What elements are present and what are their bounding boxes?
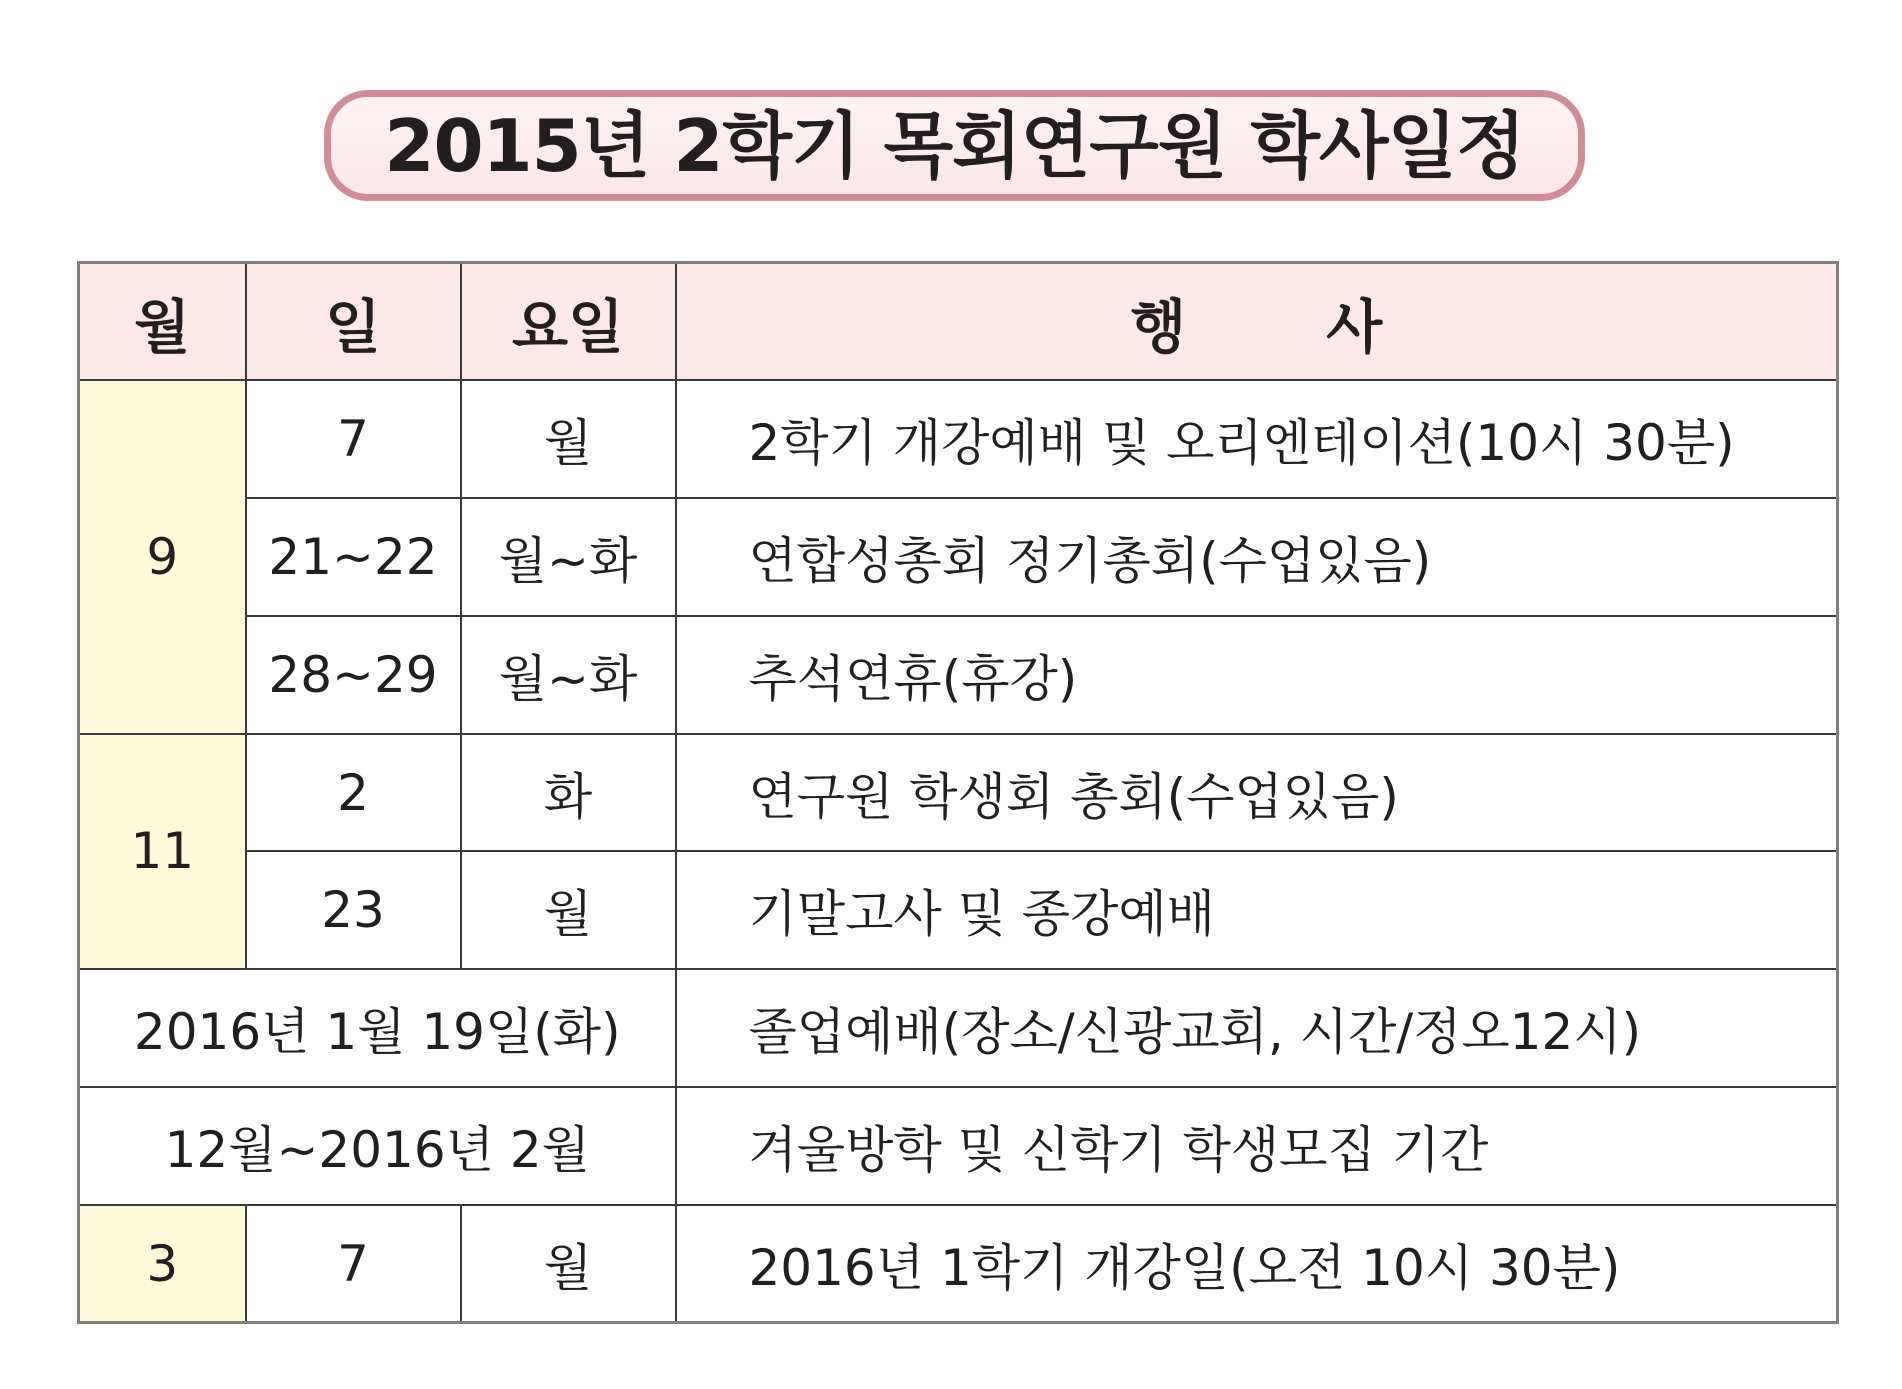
table-row (79, 1087, 1838, 1205)
header-day: 일 (246, 263, 461, 381)
month-cell: 11 (79, 734, 246, 970)
table-row (79, 498, 1838, 616)
event-cell: 연합성총회 정기총회(수업있음) (676, 498, 1838, 616)
header-weekday: 요일 (461, 263, 676, 381)
schedule-table (77, 261, 1839, 1324)
page-title: 2015년 2학기 목회연구원 학사일정 (384, 103, 1525, 188)
table-row (79, 616, 1838, 734)
day-cell: 23 (246, 851, 461, 969)
day-cell: 2 (246, 734, 461, 852)
weekday-cell: 월~화 (461, 498, 676, 616)
date-span-cell: 12월~2016년 2월 (79, 1087, 676, 1205)
day-cell: 21~22 (246, 498, 461, 616)
event-cell: 겨울방학 및 신학기 학생모집 기간 (676, 1087, 1838, 1205)
header-event-part1: 행 (1130, 292, 1187, 361)
table-row (79, 851, 1838, 969)
month-cell: 9 (79, 380, 246, 733)
table-row (79, 969, 1838, 1087)
header-row (79, 263, 1838, 381)
header-event (676, 263, 1838, 381)
table-row (79, 734, 1838, 852)
day-cell: 28~29 (246, 616, 461, 734)
table-row (79, 1205, 1838, 1323)
header-month: 월 (79, 263, 246, 381)
header-event-part2: 사 (1326, 292, 1383, 361)
weekday-cell: 월 (461, 380, 676, 498)
event-cell: 연구원 학생회 총회(수업있음) (676, 734, 1838, 852)
date-span-cell: 2016년 1월 19일(화) (79, 969, 676, 1087)
event-cell: 2학기 개강예배 및 오리엔테이션(10시 30분) (676, 380, 1838, 498)
table-row (79, 380, 1838, 498)
event-cell: 졸업예배(장소/신광교회, 시간/정오12시) (676, 969, 1838, 1087)
event-cell: 2016년 1학기 개강일(오전 10시 30분) (676, 1205, 1838, 1323)
weekday-cell: 월 (461, 1205, 676, 1323)
month-cell: 3 (79, 1205, 246, 1323)
event-cell: 기말고사 및 종강예배 (676, 851, 1838, 969)
weekday-cell: 월~화 (461, 616, 676, 734)
event-cell: 추석연휴(휴강) (676, 616, 1838, 734)
day-cell: 7 (246, 380, 461, 498)
weekday-cell: 화 (461, 734, 676, 852)
day-cell: 7 (246, 1205, 461, 1323)
weekday-cell: 월 (461, 851, 676, 969)
title-banner (324, 90, 1585, 201)
